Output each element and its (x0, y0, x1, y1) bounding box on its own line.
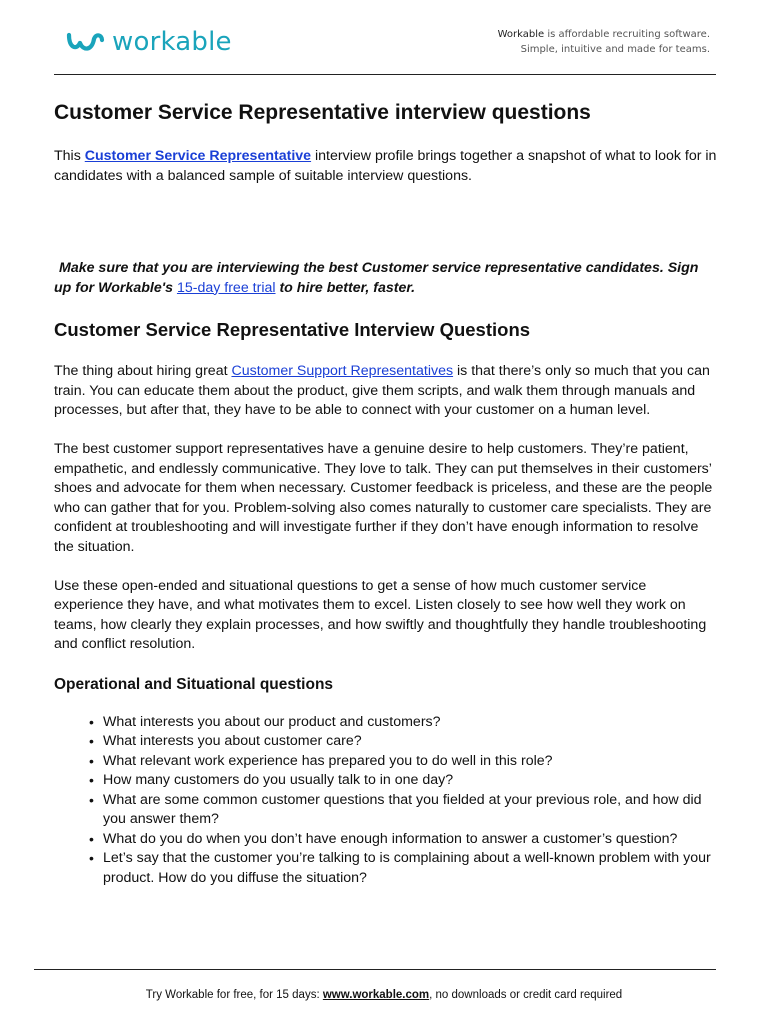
workable-logo[interactable] (66, 28, 232, 56)
signup-callout (54, 259, 719, 298)
tagline-line-1 (498, 27, 710, 42)
page-footer (0, 988, 768, 1002)
intro-paragraph (54, 147, 719, 186)
question-list (54, 713, 719, 889)
list-item (89, 732, 719, 752)
tagline-brand: Workable (497, 29, 545, 40)
document-body (54, 98, 719, 888)
workable-website-link[interactable]: www.workable.com (322, 989, 430, 1001)
hiring-paragraph (54, 362, 719, 421)
callout-text: Make sure that you are interviewing the best Customer service representative candidates. Sign up for Workable's (54, 260, 699, 296)
header-tagline (498, 27, 710, 57)
list-item (89, 849, 719, 888)
bullet-icon: • (89, 772, 94, 788)
best-representatives-paragraph: The best customer support representatives have a genuine desire to help customers. They’re patient, empathetic, and endlessly communicative. They love to talk. They can put themselves in their customers’ shoes and advocate for them when necessary. Customer feedback is priceless, and these are the people who can gather that for you. Problem-solving also comes naturally to customer care specialists. They are confident at troubleshooting and will investigate further if they don’t have enough information to resolve the situation. (54, 441, 713, 555)
subsection-heading: Operational and Situational questions (54, 675, 334, 693)
list-item (89, 752, 719, 772)
footer-prefix: Try Workable for free, for 15 days: (145, 989, 323, 1001)
use-questions-paragraph: Use these open-ended and situational questions to get a sense of how much customer service experience they have, and what motivates them to excel. Listen closely to see how well they work on teams, how clearly they explain processes, and how swiftly and thoughtfully they handle troubleshooting and conflict resolution. (54, 577, 707, 652)
callout-suffix: to hire better, faster. (275, 279, 416, 296)
footer-suffix: , no downloads or credit card required (429, 989, 623, 1001)
question-text: What relevant work experience has prepared you to do well in this role? (103, 752, 553, 769)
bullet-icon: • (89, 830, 94, 847)
footer-divider (34, 969, 716, 970)
question-text: What are some common customer questions that you fielded at your previous role, and how did you answer them? (103, 791, 702, 827)
question-text: What interests you about our product and customers? (103, 713, 441, 730)
list-item (89, 830, 719, 850)
bullet-icon: • (89, 713, 94, 730)
header-divider (54, 74, 716, 75)
intro-prefix: This (54, 148, 85, 164)
free-trial-link[interactable]: 15-day free trial (176, 279, 276, 296)
list-item (89, 713, 719, 733)
question-text: What interests you about customer care? (103, 733, 362, 749)
customer-support-representatives-link[interactable]: Customer Support Representatives (231, 363, 454, 379)
bullet-icon: • (89, 752, 94, 769)
tagline-line-1-text: is affordable recruiting software. (544, 29, 710, 40)
bullet-icon: • (89, 850, 94, 866)
bullet-icon: • (89, 791, 94, 808)
logo-wordmark: workable (112, 27, 232, 57)
page-title: Customer Service Representative interview questions (54, 101, 591, 124)
tagline-line-2: Simple, intuitive and made for teams. (520, 44, 710, 55)
intro-suffix: interview profile brings together a snapshot of what to look for in candidates with a balanced sample of suitable interview questions. (54, 148, 717, 184)
section-heading: Customer Service Representative Interview Questions (54, 319, 531, 340)
page-header (0, 0, 768, 74)
hiring-prefix: The thing about hiring great (54, 363, 232, 379)
list-item (89, 771, 719, 791)
question-text: Let’s say that the customer you’re talking to is complaining about a well-known problem with your product. How do you diffuse the situation? (103, 850, 711, 886)
question-text: How many customers do you usually talk to in one day? (103, 772, 454, 788)
question-text: What do you do when you don’t have enough information to answer a customer’s question? (103, 830, 678, 847)
hiring-suffix: is that there’s only so much that you can train. You can educate them about the product, give them scripts, and walk them through manuals and processes, but after that, they have to be able to connect with your customer on a human level. (54, 363, 710, 418)
bullet-icon: • (89, 733, 94, 749)
customer-service-representative-link[interactable]: Customer Service Representative (84, 148, 312, 164)
list-item (89, 791, 719, 830)
workable-logo-icon (66, 29, 106, 55)
